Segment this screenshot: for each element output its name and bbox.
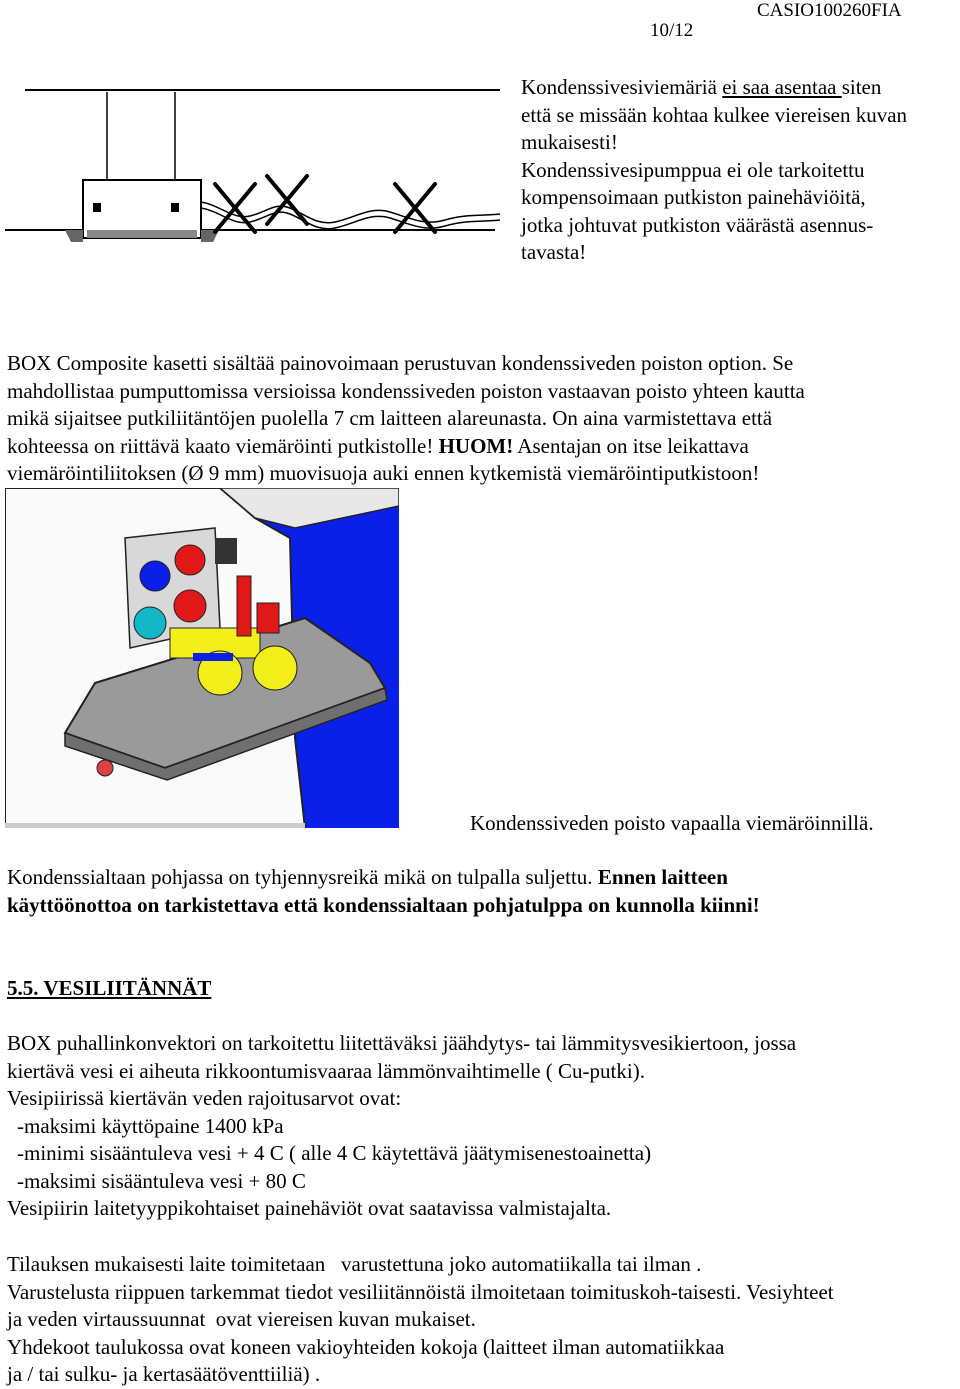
para-line: BOX puhallinkonvektori on tarkoitettu liitettäväksi jäähdytys- tai lämmitysvesikiertoon, jossa (7, 1031, 797, 1055)
para-line: kiertävä vesi ei aiheuta rikkoontumisvaaraa lämmönvaihtimelle ( Cu-putki). (7, 1058, 645, 1083)
gravity-drain-paragraph (7, 350, 805, 488)
limit-item: -maksimi käyttöpaine 1400 kPa (17, 1113, 284, 1138)
drain-warning-line-2: että se missään kohtaa kulkee viereisen kuvan (521, 102, 908, 127)
drain-installation-drawing (5, 80, 505, 260)
para-line: Vesipiirin laitetyyppikohtaiset painehäviöt ovat saatavissa valmistajalta. (7, 1196, 612, 1220)
para-line: Varustelusta riippuen tarkemmat tiedot vesiliitännöistä ilmoitetaan toimituskoh-taisesti. Vesiyhteet (7, 1279, 834, 1304)
limit-item: -minimi sisääntuleva vesi + 4 C ( alle 4 C käytettävä jäätymisenestoainetta) (17, 1141, 652, 1165)
pump-note-line-1: Kondenssivesipumppua ei ole tarkoitettu (521, 157, 865, 182)
drain-plug-paragraph (7, 864, 760, 919)
para-line: kohteessa on riittävä kaato viemäröinti putkistolle! HUOM! Asentajan on itse leikattava (7, 433, 749, 458)
para-line: Tilauksen mukaisesti laite toimitetaan varustettuna joko automatiikalla tai ilman . (7, 1252, 702, 1276)
para-line: ja / tai sulku- ja kertasäätöventtiiliä) . (7, 1362, 321, 1386)
drain-warning-line-1: Kondenssivesiviemäriä ei saa asentaa siten (521, 75, 882, 99)
page-number: 10/12 (650, 20, 694, 41)
para-line: mikä sijaitsee putkiliitäntöjen puolella 7 cm laitteen alareunasta. On aina varmistettava että (7, 406, 773, 430)
document-id: CASIO100260FIA (757, 0, 902, 21)
para-line: BOX Composite kasetti sisältää painovoimaan perustuvan kondenssiveden poiston option. Se (7, 351, 794, 375)
valve-render-image (5, 488, 399, 828)
para-line: Yhdekoot taulukossa ovat koneen vakioyhteiden kokoja (laitteet ilman automatiikkaa (7, 1334, 725, 1359)
pump-note-line-2: kompensoimaan putkiston painehäviöitä, (521, 185, 866, 209)
para-line: mahdollistaa pumputtomissa versioissa kondenssiveden poiston vastaavan poisto yhteen kautta (7, 378, 805, 403)
pump-note-line-4: tavasta! (521, 240, 587, 264)
delivery-paragraph (7, 1251, 834, 1389)
para-line: viemäröintiliitoksen (Ø 9 mm) muovisuoja auki ennen kytkemistä viemäröintiputkistoon! (7, 461, 760, 485)
para-line: käyttöönottoa on tarkistettava että kondenssialtaan pohjatulppa on kunnolla kiinni! (7, 892, 760, 917)
limit-item: -maksimi sisääntuleva vesi + 80 C (17, 1168, 306, 1193)
pump-note-line-3: jotka johtuvat putkiston väärästä asennus- (521, 212, 874, 237)
para-line: Kondenssialtaan pohjassa on tyhjennysreikä mikä on tulpalla suljettu. Ennen laitteen (7, 865, 728, 889)
water-connections-paragraph (7, 1030, 796, 1223)
drain-warning-line-3: mukaisesti! (521, 130, 618, 154)
para-line: ja veden virtaussuunnat ovat viereisen kuvan mukaiset. (7, 1307, 476, 1331)
figure-caption: Kondenssiveden poisto vapaalla viemäröinnillä. (470, 811, 874, 835)
para-line: Vesipiirissä kiertävän veden rajoitusarvot ovat: (7, 1086, 402, 1110)
section-heading: 5.5. VESILIITÄNNÄT (7, 976, 212, 1000)
